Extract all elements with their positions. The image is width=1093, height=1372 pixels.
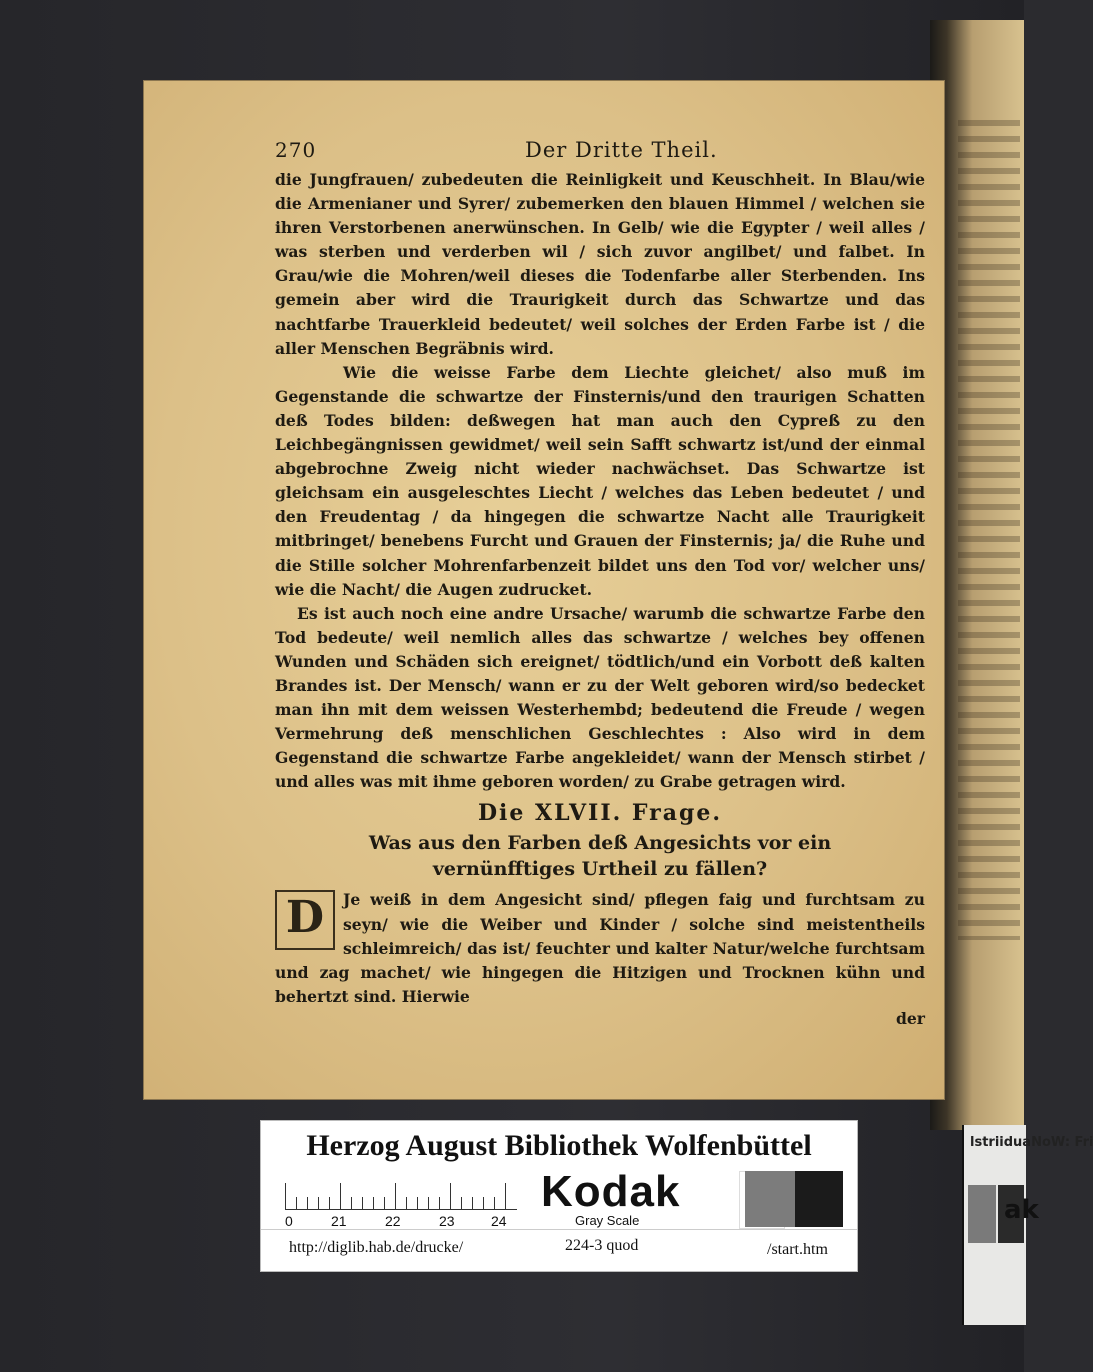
chapter-heading: Die XLVII. Frage. (477, 800, 723, 827)
ruler-number: 23 (439, 1213, 455, 1229)
ruler-tick (450, 1183, 451, 1209)
ruler-tick (461, 1197, 462, 1209)
gray-swatch-black (795, 1171, 843, 1227)
facing-card-big-text: ak (1004, 1195, 1039, 1225)
ruler-tick (362, 1197, 363, 1209)
ruler-tick (384, 1197, 385, 1209)
ruler-tick (406, 1197, 407, 1209)
ruler-number: 22 (385, 1213, 401, 1229)
facing-page-card-fragment (962, 1125, 1093, 1325)
body-text (275, 168, 925, 794)
page-content (275, 138, 925, 1028)
ruler-tick (417, 1197, 418, 1209)
final-paragraph-block (275, 888, 925, 1008)
card-divider (261, 1229, 857, 1230)
gray-scale-label: Gray Scale (575, 1213, 640, 1228)
ruler-tick (505, 1183, 506, 1209)
ruler-tick (494, 1197, 495, 1209)
dropcap-initial: D (275, 890, 335, 950)
ruler-tick (439, 1197, 440, 1209)
gray-swatch-mid (745, 1171, 795, 1227)
ruler-tick (340, 1183, 341, 1209)
color-scale-card (260, 1120, 858, 1272)
ruler-number: 24 (491, 1213, 507, 1229)
ruler-tick (318, 1197, 319, 1209)
catchword: der (895, 1008, 925, 1028)
question-heading: Was aus den Farben deß Angesichts vor ein vernünfftiges Urtheil zu fällen? (368, 832, 832, 881)
paragraph-3: Es ist auch noch eine andre Ursache/ warumb die schwartze Farbe den Tod bedeute/ weil nemlich alles das schwartze / welches bey offenen Wunden und Schäden sich ereignet/ tödtlich/und ein Vorbott deß kalten Brandes ist. Der Mensch/ wann er zu der Welt geboren wird/so bedecket man ihn mit dem weissen Westerhembd; bedeutend die Freude / wegen Vermehrung deß menschlichen Geschlechtes : Also wird in dem Gegenstand die schwartze Farbe angekleidet/ wann der Mensch stirbet / und alles was mit ihme geboren worden/ zu Grabe getragen wird. (275, 603, 925, 792)
ruler-tick (373, 1197, 374, 1209)
digital-library-url: http://diglib.hab.de/drucke/ (289, 1239, 464, 1256)
ruler-number: 21 (331, 1213, 347, 1229)
paragraph-1: die Jungfrauen/ zubedeuten die Reinligkeit und Keuschheit. In Blau/wie die Armenianer und Syrer/ zubemerken den blauen Himmel / welchen sie ihren Verstorbenen anerwünschen. In Gelb/ wie die Egypter / weil alles / was sterben und verderben wil / sich zuvor angilbet/ und falbet. In Grau/wie die Mohren/weil dieses die Todenfarbe aller Sterbenden. Ins gemein aber wird die Traurigkeit durch das Schwartze und das nachtfarbe Trauerkleid bedeutet/ weil solches der Erden Farbe ist / die aller Menschen Begräbnis wird. (275, 170, 925, 358)
ruler-tick (428, 1197, 429, 1209)
ruler-tick (296, 1197, 297, 1209)
shelfmark: 224-3 quod (565, 1237, 639, 1254)
ruler-tick (351, 1197, 352, 1209)
final-paragraph: Je weiß in dem Angesicht sind/ pflegen faig und furchtsam zu seyn/ wie die Weiber und Kinder / solche sind meistentheils schleimreich/ das ist/ feuchter und kalter Natur/welche furchtsam und zag machet/ wie hingegen die Hitzigen und Trocknen kühn und behertzt sind. Hierwie (275, 890, 925, 1006)
ruler-tick (483, 1197, 484, 1209)
paragraph-2: Wie die weisse Farbe dem Liechte gleichet/ also muß im Gegenstande die schwartze der Finsternis/und den traurigen Schatten deß Todes bilden: deßwegen hat man auch den Cypreß zu den Leichbegängnissen gewidmet/ weil sein Safft schwartz ist/und der einmal abgebrochne Zweig nicht wieder nachwächset. Das Schwartze ist gleichsam ein ausgeleschtes Liecht / welches das Leben bedeutet / und den Freudentag / da hingegen die schwartze Nacht alle Traurigkeit mitbringet/ benebens Furcht und Grauen der Finsternis; ja/ die Ruhe und die Stille solcher Mohrenfarbenzeit bildet uns den Tod vor/ welcher uns/ wie die Nacht/ die Augen zudrucket. (275, 362, 925, 599)
ruler-tick (285, 1183, 286, 1209)
kodak-logo: Kodak (541, 1167, 681, 1216)
start-url: /start.htm (767, 1241, 828, 1258)
running-head-title: Der Dritte Theil. (525, 138, 718, 162)
ruler-number: 0 (285, 1213, 293, 1229)
ruler-tick (329, 1197, 330, 1209)
ruler-tick (395, 1183, 396, 1209)
facing-card-text: lstriiduaNoW: Fri (970, 1135, 1093, 1150)
ruler-tick (307, 1197, 308, 1209)
facing-page-text-bleed (958, 120, 1020, 940)
facing-card-swatch-gray (968, 1185, 996, 1243)
ruler-tick (472, 1197, 473, 1209)
running-head (275, 138, 925, 168)
page-number: 270 (275, 138, 317, 162)
ruler (285, 1171, 517, 1210)
library-name: Herzog August Bibliothek Wolfenbüttel (306, 1129, 812, 1162)
